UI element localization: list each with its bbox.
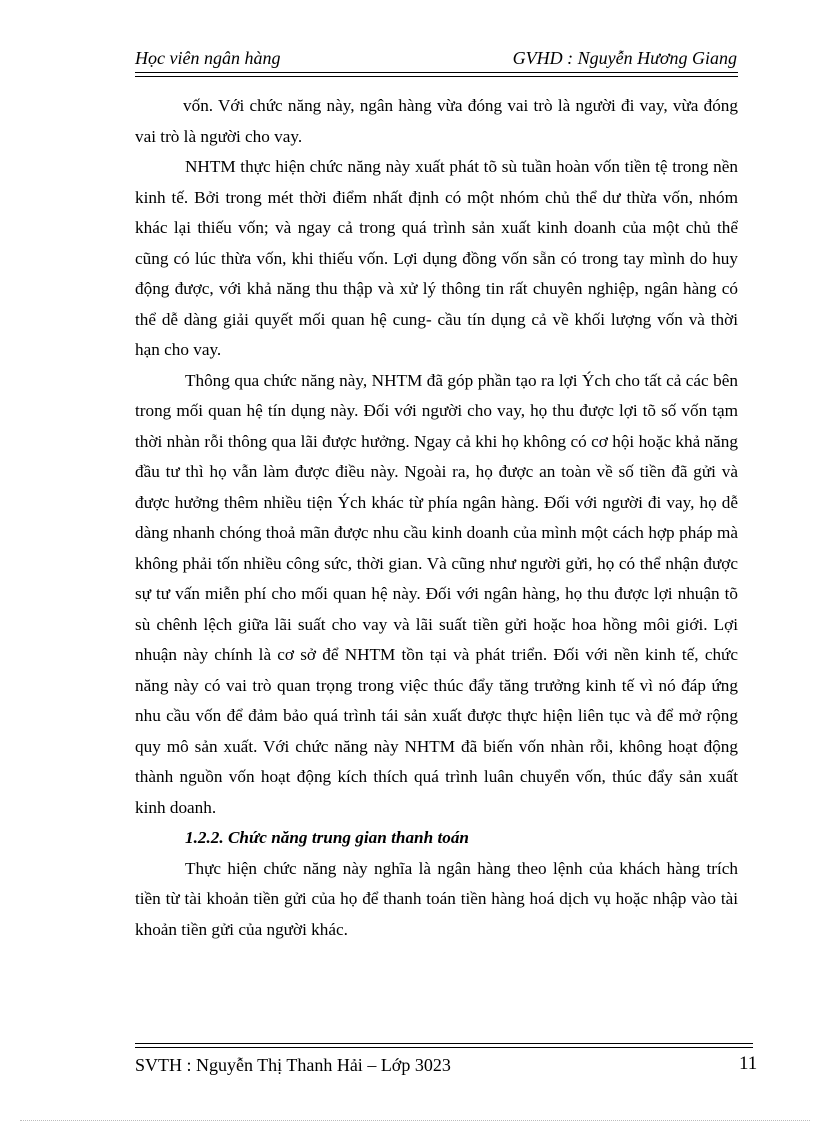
paragraph-3: Thông qua chức năng này, NHTM đã góp phần tạo ra lợi Ých cho tất cả các bên trong mối quan hệ tín dụng này. Đối với người cho vay, họ thu được lợi tõ số vốn tạm thời nhàn rỗi thông qua lãi được hưởng. Ngay cả khi họ không có cơ hội hoặc khả năng đầu tư thì họ vẫn làm được điều này. Ngoài ra, họ được an toàn về số tiền đã gửi và được hưởng thêm nhiều tiện Ých khác từ phía ngân hàng. Đối với người đi vay, họ dễ dàng nhanh chóng thoả mãn được nhu cầu kinh doanh của mình một cách hợp pháp mà không phải tốn nhiều công sức, thời gian. Và cũng như người gửi, họ có thể nhận được sự tư vấn miễn phí cho mối quan hệ này. Đối với ngân hàng, họ thu được lợi nhuận tõ sù chênh lệch giữa lãi suất cho vay và lãi suất tiền gửi hoặc hoa hồng môi giới. Lợi nhuận này chính là cơ sở để NHTM tồn tại và phát triển. Đối với nền kinh tế, chức năng này có vai trò quan trọng trong việc thúc đẩy tăng trưởng kinh tế vì nó đáp ứng nhu cầu vốn để đảm bảo quá trình tái sản xuất được thực hiện liên tục và để mở rộng quy mô sản xuất. Với chức năng này NHTM đã biến vốn nhàn rỗi, không hoạt động thành nguồn vốn hoạt động kích thích quá trình luân chuyển vốn, thúc đẩy sản xuất kinh doanh. [135, 370, 738, 817]
paragraph-2: NHTM thực hiện chức năng này xuất phát tõ sù tuần hoàn vốn tiền tệ trong nền kinh tế. Bởi trong mét thời điểm nhất định có một nhóm chủ thể dư thừa vốn, nhóm khác lại thiếu vốn; và ngay cả trong quá trình sản xuất kinh doanh của một chủ thể cũng có lúc thừa vốn, khi thiếu vốn. Lợi dụng đồng vốn sẵn có trong tay mình do huy động được, với khả năng thu thập và xử lý thông tin rất chuyên nghiệp, ngân hàng có thể dễ dàng giải quyết mối quan hệ cung- cầu tín dụng cả về khối lượng vốn và thời hạn cho vay. [135, 157, 738, 359]
paragraph-4: Thực hiện chức năng này nghĩa là ngân hàng theo lệnh của khách hàng trích tiền từ tài khoản tiền gửi của họ để thanh toán tiền hàng hoá dịch vụ hoặc nhập vào tài khoản tiền gửi của người khác. [135, 858, 738, 939]
page-edge-divider [20, 1120, 810, 1121]
page-header [135, 48, 737, 74]
document-body [135, 91, 738, 945]
header-divider [135, 72, 738, 77]
header-institution: Học viên ngân hàng [135, 48, 281, 68]
paragraph-1: vốn. Với chức năng này, ngân hàng vừa đóng vai trò là người đi vay, vừa đóng vai trò là người cho vay. [135, 96, 738, 146]
header-advisor: GVHD : Nguyễn Hương Giang [512, 48, 737, 68]
page-number: 11 [739, 1053, 758, 1074]
footer-student: SVTH : Nguyễn Thị Thanh Hải – Lớp 3023 [135, 1055, 451, 1075]
section-heading: 1.2.2. Chức năng trung gian thanh toán [185, 828, 469, 847]
footer-divider [135, 1043, 753, 1048]
